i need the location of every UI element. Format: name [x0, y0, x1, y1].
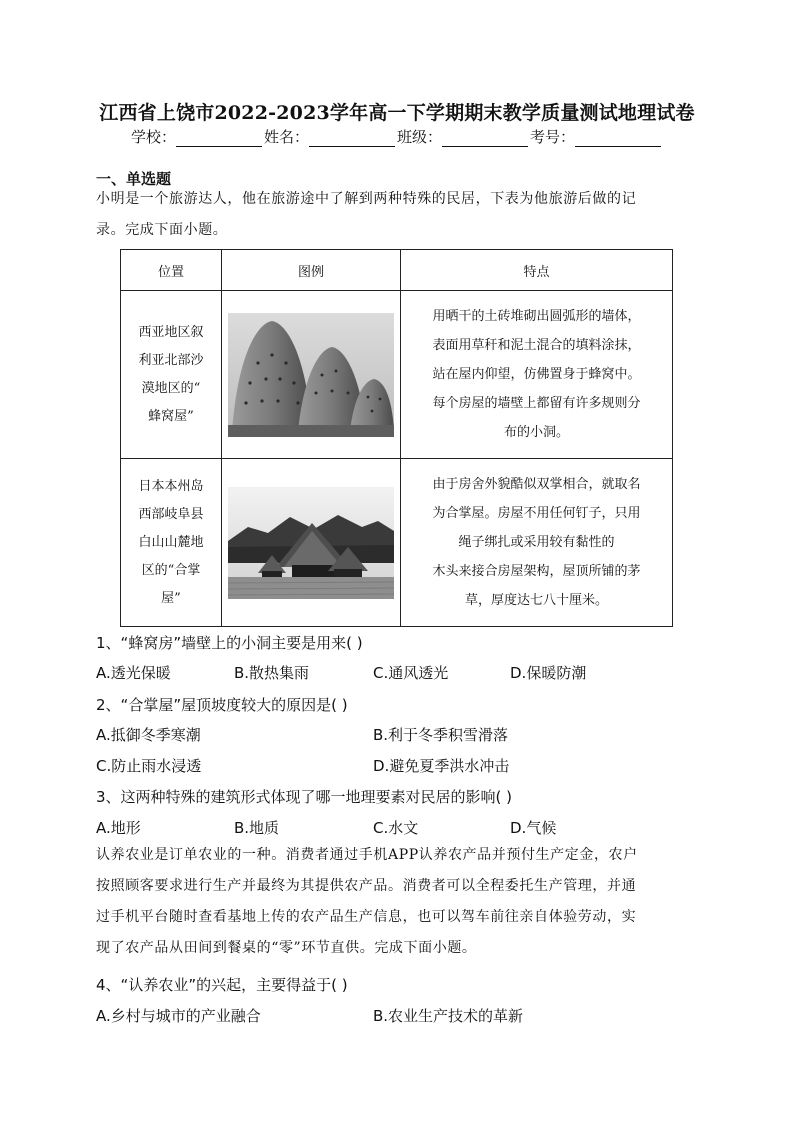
- exam-number-label: 考号：: [530, 128, 576, 146]
- passage-line: 按照顾客要求进行生产并最终为其提供农产品。消费者可以全程委托生产管理，并通: [96, 878, 637, 894]
- cell-line: 站在屋内仰望，仿佛置身于蜂窝中。: [432, 367, 641, 382]
- passage-2: [96, 840, 700, 964]
- passage-1: [96, 184, 700, 246]
- cell-line: 为合掌屋。房屋不用任何钉子，只用: [432, 506, 641, 521]
- option-d[interactable]: D.气候: [510, 819, 557, 837]
- option-d[interactable]: D.保暖防潮: [510, 664, 587, 682]
- dwelling-table: [120, 249, 673, 627]
- option-b[interactable]: B.散热集雨: [234, 664, 310, 682]
- table-header-cell: 特点: [401, 250, 673, 291]
- cell-line: 用晒干的土砖堆砌出圆弧形的墙体，: [432, 309, 641, 324]
- cell-line: 白山山麓地: [138, 534, 204, 550]
- location-cell: [121, 291, 222, 459]
- table-row: [121, 291, 673, 459]
- option-b[interactable]: B.利于冬季积雪滑落: [373, 726, 509, 744]
- cell-line: 布的小洞。: [503, 425, 569, 440]
- cell-line: 区的“合掌: [141, 562, 201, 578]
- option-c[interactable]: C.水文: [373, 819, 419, 837]
- cell-line: 由于房舍外貌酷似双掌相合，就取名: [432, 477, 641, 492]
- name-label: 姓名：: [263, 128, 309, 146]
- table-header-cell: 位置: [121, 250, 222, 291]
- question-2-stem: 2、“合掌屋”屋顶坡度较大的原因是( ): [96, 696, 348, 714]
- cell-line: 蜂窝屋”: [148, 408, 194, 424]
- cell-line: 利亚北部沙: [138, 352, 204, 368]
- page-title: 江西省上饶市2022-2023学年高一下学期期末教学质量测试地理试卷: [99, 102, 695, 124]
- question-4-stem: 4、“认养农业”的兴起，主要得益于( ): [96, 976, 348, 994]
- school-blank: [176, 130, 262, 147]
- cell-line: 草，厚度达七八十厘米。: [464, 593, 608, 608]
- class-label: 班级：: [397, 128, 443, 146]
- name-blank: [309, 130, 395, 147]
- beehive-house-photo: [228, 313, 394, 437]
- passage-line: 过手机平台随时查看基地上传的农产品生产信息，也可以驾车前往亲自体验劳动，实: [96, 909, 637, 925]
- cell-line: 日本本州岛: [138, 478, 204, 494]
- cell-line: 木头来接合房屋架构，屋顶所铺的茅: [432, 564, 641, 579]
- exam-number-blank: [575, 130, 661, 147]
- option-b[interactable]: B.地质: [234, 819, 280, 837]
- option-b[interactable]: B.农业生产技术的革新: [373, 1007, 524, 1025]
- cell-line: 表面用草秆和泥土混合的填料涂抹，: [432, 338, 641, 353]
- feature-cell: [401, 459, 673, 627]
- passage-line: 现了农产品从田间到餐桌的“零”环节直供。完成下面小题。: [96, 940, 477, 956]
- table-header-cell: 图例: [222, 250, 401, 291]
- cell-line: 西部岐阜县: [138, 506, 204, 522]
- cell-line: 每个房屋的墙壁上都留有许多规则分: [432, 396, 641, 411]
- gassho-house-photo: [228, 487, 394, 599]
- cell-line: 绳子绑扎或采用较有黏性的: [458, 535, 615, 550]
- option-c[interactable]: C.防止雨水浸透: [96, 757, 202, 775]
- option-c[interactable]: C.通风透光: [373, 664, 449, 682]
- photo-cell: [222, 291, 401, 459]
- passage-line: 认养农业是订单农业的一种。消费者通过手机APP认养农产品并预付生产定金，农户: [96, 847, 638, 863]
- photo-cell: [222, 459, 401, 627]
- question-1-stem: 1、“蜂窝房”墙壁上的小洞主要是用来( ): [96, 634, 363, 652]
- section-title: 一、单选题: [96, 170, 172, 188]
- student-info-line: [0, 126, 794, 147]
- school-label: 学校：: [130, 128, 176, 146]
- feature-cell: [401, 291, 673, 459]
- option-a[interactable]: A.透光保暖: [96, 664, 171, 682]
- option-a[interactable]: A.乡村与城市的产业融合: [96, 1007, 261, 1025]
- option-d[interactable]: D.避免夏季洪水冲击: [373, 757, 510, 775]
- question-3-stem: 3、这两种特殊的建筑形式体现了哪一地理要素对民居的影响( ): [96, 788, 513, 806]
- class-blank: [442, 130, 528, 147]
- cell-line: 屋”: [161, 590, 181, 606]
- passage-line: 录。完成下面小题。: [96, 222, 228, 238]
- option-a[interactable]: A.地形: [96, 819, 141, 837]
- table-row: [121, 459, 673, 627]
- option-a[interactable]: A.抵御冬季寒潮: [96, 726, 201, 744]
- passage-line: 小明是一个旅游达人，他在旅游途中了解到两种特殊的民居，下表为他旅游后做的记: [96, 191, 637, 207]
- location-cell: [121, 459, 222, 627]
- cell-line: 西亚地区叙: [138, 324, 204, 340]
- table-header-row: [121, 250, 673, 291]
- cell-line: 漠地区的“: [141, 380, 201, 396]
